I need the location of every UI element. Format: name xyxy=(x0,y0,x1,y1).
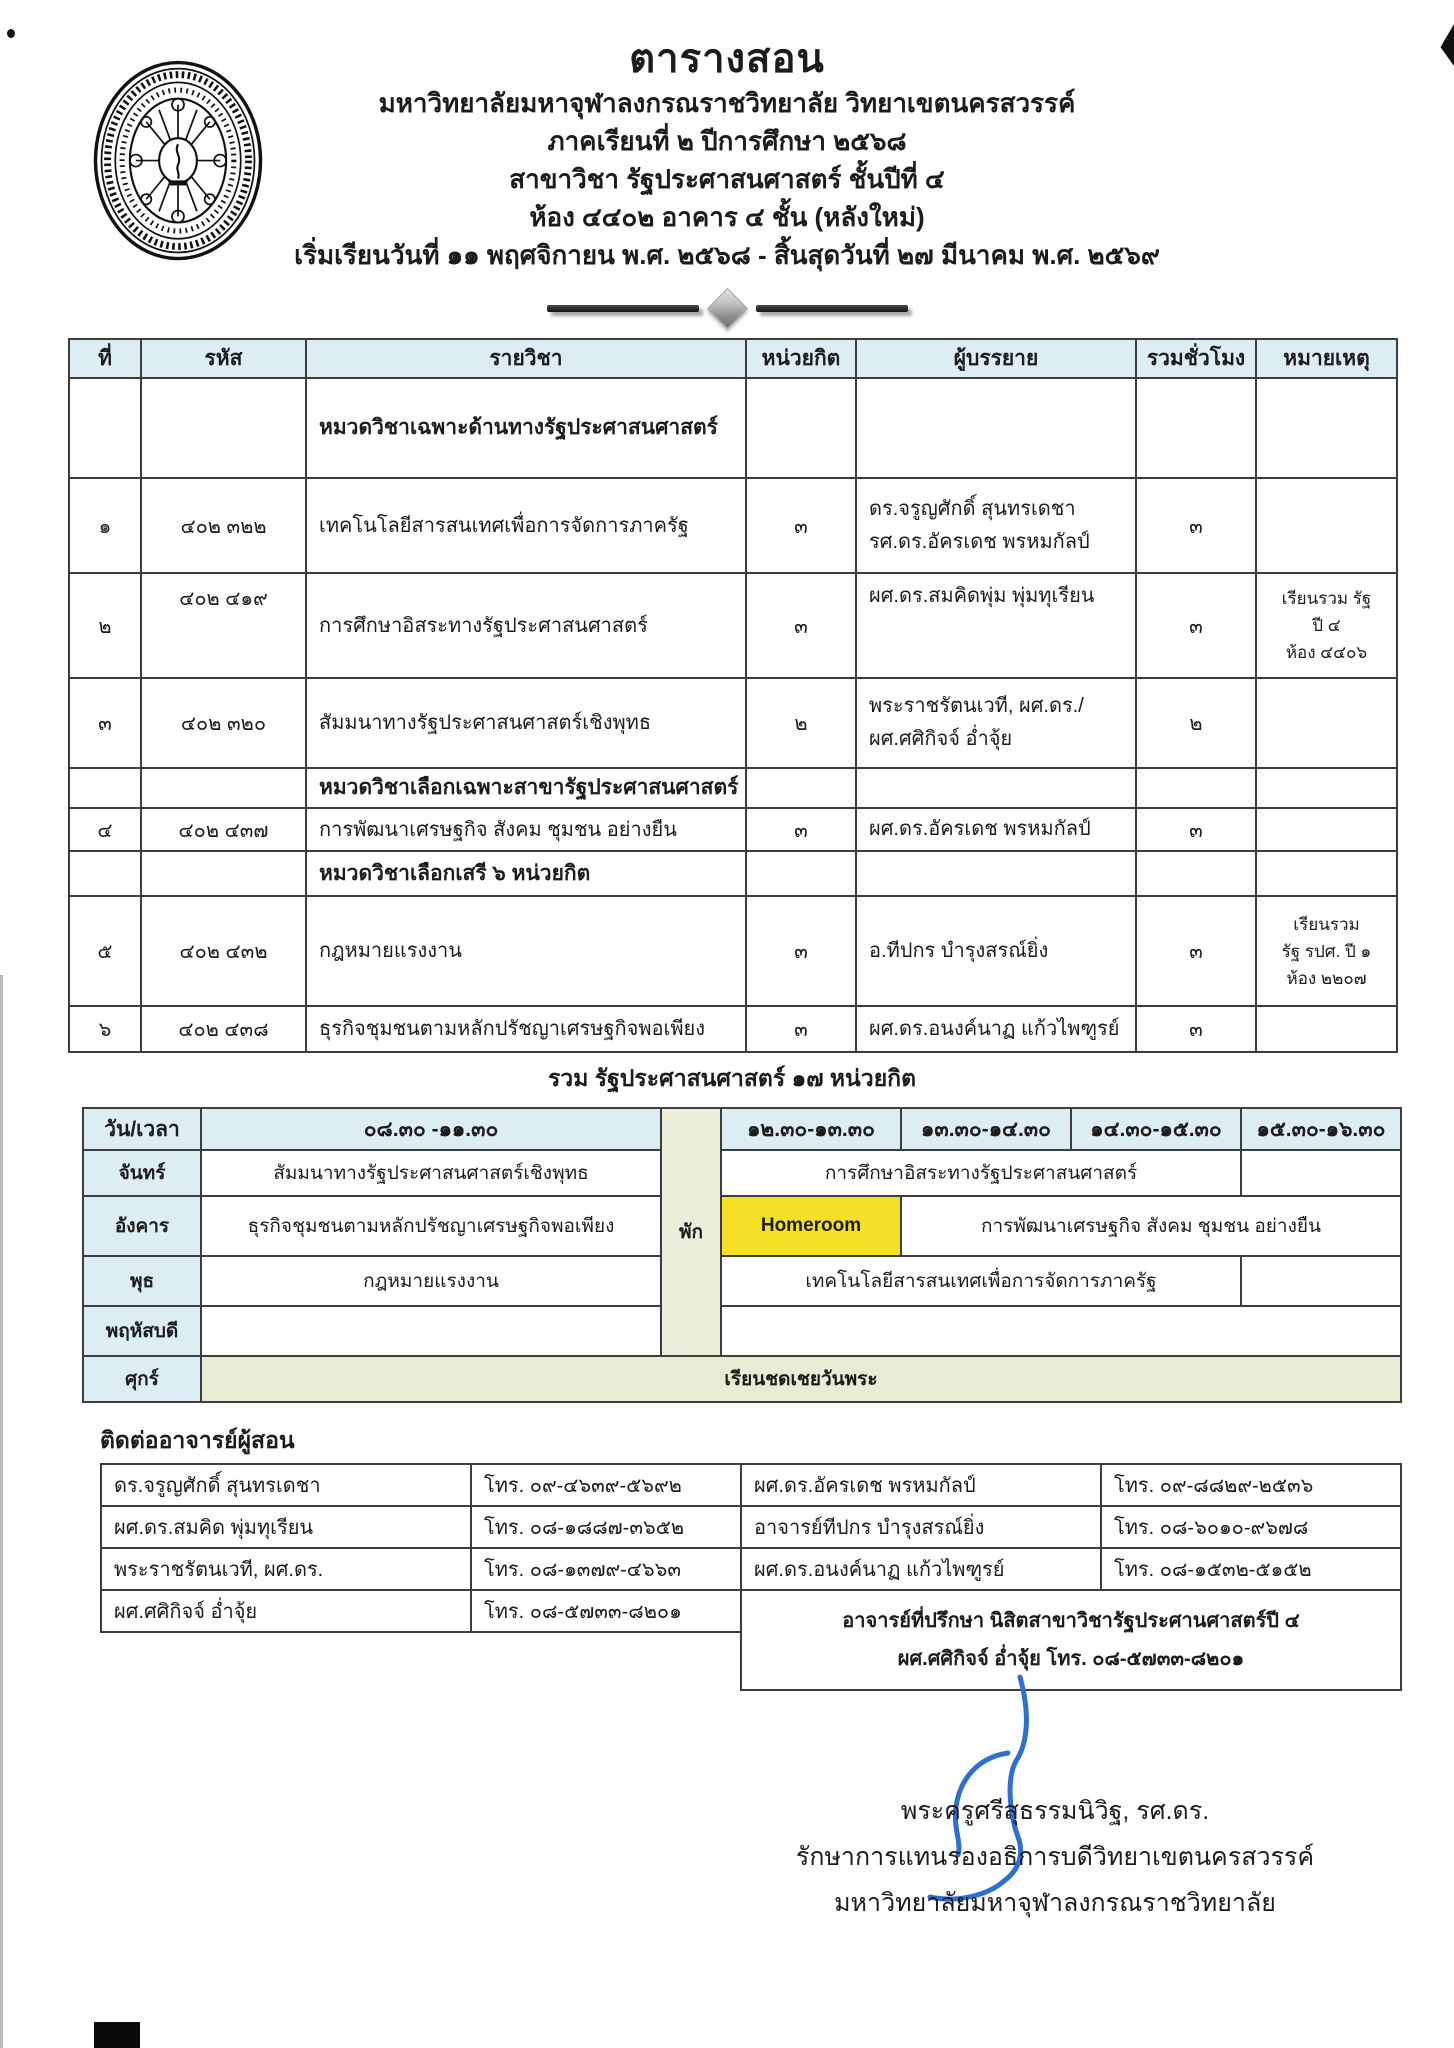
col-header-credits: หน่วยกิต xyxy=(746,339,856,378)
note-line: เรียนรวม รัฐ xyxy=(1281,589,1372,608)
section-title: หมวดวิชาเลือกเฉพาะสาขารัฐประศาสนศาสตร์ xyxy=(306,768,746,808)
contact-phone: โทร. ๐๘-๑๕๓๒-๕๑๕๒ xyxy=(1101,1548,1401,1590)
schedule-cell: สัมมนาทางรัฐประศาสนศาสตร์เชิงพุทธ xyxy=(201,1150,661,1196)
page-title: ตารางสอน xyxy=(629,37,825,81)
contact-name: ผศ.ดร.อัครเดช พรหมกัลป์ xyxy=(741,1464,1101,1506)
cell-credits: ๓ xyxy=(746,478,856,573)
contact-phone: โทร. ๐๘-๑๓๗๙-๔๖๖๓ xyxy=(471,1548,741,1590)
lunch-break-cell: พัก xyxy=(661,1108,721,1356)
empty-cell xyxy=(1136,378,1256,478)
cell-lecturer xyxy=(856,478,1136,573)
day-label: พุธ xyxy=(83,1256,201,1306)
schedule-row-monday xyxy=(83,1150,1401,1196)
signatory-name: พระครูศรีสุธรรมนิวิฐ, รศ.ดร. xyxy=(900,1797,1210,1825)
empty-cell xyxy=(1136,768,1256,808)
lecturer-line: พระราชรัตนเวที, ผศ.ดร./ xyxy=(869,695,1084,717)
empty-cell xyxy=(69,851,141,896)
cell-note xyxy=(1256,678,1397,768)
col-header-time-3: ๑๔.๓๐-๑๕.๓๐ xyxy=(1071,1108,1241,1150)
schedule-row-wednesday xyxy=(83,1256,1401,1306)
cell-subject: เทคโนโลยีสารสนเทศเพื่อการจัดการภาครัฐ xyxy=(306,478,746,573)
section-title: หมวดวิชาเลือกเสรี ๖ หน่วยกิต xyxy=(306,851,746,896)
cell-hours: ๓ xyxy=(1136,1006,1256,1052)
cell-hours: ๓ xyxy=(1136,573,1256,678)
schedule-header-row xyxy=(83,1108,1401,1150)
empty-cell xyxy=(69,378,141,478)
col-header-note: หมายเหตุ xyxy=(1256,339,1397,378)
contact-row xyxy=(101,1506,1401,1548)
cell-lecturer xyxy=(856,896,1136,1006)
lecturer-line: อ.ทีปกร บำรุงสรณ์ยิ่ง xyxy=(869,939,1049,962)
empty-cell xyxy=(1241,1256,1401,1306)
col-header-time-2: ๑๓.๓๐-๑๔.๓๐ xyxy=(901,1108,1071,1150)
lecturer-line: รศ.ดร.อัครเดช พรหมกัลป์ xyxy=(869,530,1090,553)
empty-cell xyxy=(69,768,141,808)
note-line: เรียนรวม xyxy=(1293,914,1360,934)
empty-cell xyxy=(1241,1150,1401,1196)
course-row xyxy=(69,573,1397,678)
cell-hours: ๓ xyxy=(1136,478,1256,573)
lecturer-line: ผศ.ศศิกิจจ์ อ่ำจุ้ย xyxy=(869,728,1013,750)
note-line: ปี ๔ xyxy=(1312,616,1341,635)
cell-lecturer xyxy=(856,678,1136,768)
cell-credits: ๓ xyxy=(746,896,856,1006)
document-header xyxy=(0,0,1454,274)
header-semester: ภาคเรียนที่ ๒ ปีการศึกษา ๒๕๖๘ xyxy=(547,126,907,156)
cell-lecturer xyxy=(856,808,1136,851)
empty-cell xyxy=(746,851,856,896)
cell-note xyxy=(1256,808,1397,851)
cell-credits: ๓ xyxy=(746,573,856,678)
header-dates: เริ่มเรียนวันที่ ๑๑ พฤศจิกายน พ.ศ. ๒๕๖๘ - สิ้นสุดวันที่ ๒๗ มีนาคม พ.ศ. ๒๕๖๙ xyxy=(294,240,1160,270)
cell-subject: สัมมนาทางรัฐประศาสนศาสตร์เชิงพุทธ xyxy=(306,678,746,768)
empty-cell xyxy=(856,851,1136,896)
cell-code: ๔๐๒ ๔๑๙ xyxy=(141,573,306,678)
lecturer-line: ผศ.ดร.สมคิดพุ่ม พุ่มทุเรียน xyxy=(869,585,1095,607)
section-row xyxy=(69,768,1397,808)
divider-bar-left xyxy=(547,305,699,312)
contacts-table xyxy=(100,1463,1402,1691)
cell-subject: กฎหมายแรงงาน xyxy=(306,896,746,1006)
divider-bar-right xyxy=(756,305,908,312)
course-row xyxy=(69,678,1397,768)
scan-edge-line xyxy=(0,975,3,2048)
empty-cell xyxy=(101,1632,471,1690)
empty-cell xyxy=(141,851,306,896)
advisor-line: ผศ.ศศิกิจจ์ อ่ำจุ้ย โทร. ๐๘-๕๗๓๓-๘๒๐๑ xyxy=(897,1648,1245,1670)
cell-hours: ๒ xyxy=(1136,678,1256,768)
cell-note xyxy=(1256,478,1397,573)
empty-cell xyxy=(1136,851,1256,896)
course-row xyxy=(69,808,1397,851)
contact-name: พระราชรัตนเวที, ผศ.ดร. xyxy=(101,1548,471,1590)
lecturer-line: ผศ.ดร.อนงค์นาฏ แก้วไพฑูรย์ xyxy=(869,1017,1120,1040)
contact-name: อาจารย์ทีปกร บำรุงสรณ์ยิ่ง xyxy=(741,1506,1101,1548)
contact-phone: โทร. ๐๘-๖๐๑๐-๙๖๗๘ xyxy=(1101,1506,1401,1548)
signatory-university: มหาวิทยาลัยมหาจุฬาลงกรณราชวิทยาลัย xyxy=(834,1889,1276,1917)
cell-code: ๔๐๒ ๓๒๐ xyxy=(141,678,306,768)
empty-cell xyxy=(141,768,306,808)
day-label: ศุกร์ xyxy=(83,1356,201,1402)
schedule-cell: กฎหมายแรงงาน xyxy=(201,1256,661,1306)
cell-no: ๔ xyxy=(69,808,141,851)
day-label: อังคาร xyxy=(83,1196,201,1256)
cell-lecturer xyxy=(856,573,1136,678)
day-label: พฤหัสบดี xyxy=(83,1306,201,1356)
header-university: มหาวิทยาลัยมหาจุฬาลงกรณราชวิทยาลัย วิทยาเขตนครสวรรค์ xyxy=(378,88,1076,118)
schedule-cell: การพัฒนาเศรษฐกิจ สังคม ชุมชน อย่างยืน xyxy=(901,1196,1401,1256)
cell-no: ๓ xyxy=(69,678,141,768)
col-header-code: รหัส xyxy=(141,339,306,378)
university-seal xyxy=(92,60,264,262)
section-title: หมวดวิชาเฉพาะด้านทางรัฐประศาสนศาสตร์ xyxy=(306,378,746,478)
day-label: จันทร์ xyxy=(83,1150,201,1196)
empty-cell xyxy=(1256,851,1397,896)
cell-no: ๑ xyxy=(69,478,141,573)
course-table-header-row xyxy=(69,339,1397,378)
course-row xyxy=(69,896,1397,1006)
col-header-day-time: วัน/เวลา xyxy=(83,1108,201,1150)
course-table xyxy=(68,338,1398,1053)
signature-block xyxy=(650,1788,1454,1926)
homeroom-cell: Homeroom xyxy=(721,1196,901,1256)
col-header-time-1: ๑๒.๓๐-๑๓.๓๐ xyxy=(721,1108,901,1150)
cell-subject: การพัฒนาเศรษฐกิจ สังคม ชุมชน อย่างยืน xyxy=(306,808,746,851)
empty-cell xyxy=(746,378,856,478)
total-credits-line: รวม รัฐประศาสนศาสตร์ ๑๗ หน่วยกิต xyxy=(547,1065,917,1091)
col-header-lecturer: ผู้บรรยาย xyxy=(856,339,1136,378)
note-line: รัฐ รปศ. ปี ๑ xyxy=(1281,941,1372,961)
cell-lecturer xyxy=(856,1006,1136,1052)
friday-note-cell: เรียนชดเชยวันพระ xyxy=(201,1356,1401,1402)
lecturer-line: ผศ.ดร.อัครเดช พรหมกัลป์ xyxy=(869,818,1091,840)
note-line: ห้อง ๒๒๐๗ xyxy=(1286,968,1367,988)
contact-row xyxy=(101,1590,1401,1632)
cell-note xyxy=(1256,573,1397,678)
schedule-cell: ธุรกิจชุมชนตามหลักปรัชญาเศรษฐกิจพอเพียง xyxy=(201,1196,661,1256)
contact-phone: โทร. ๐๙-๘๘๒๙-๒๕๓๖ xyxy=(1101,1464,1401,1506)
schedule-row-thursday xyxy=(83,1306,1401,1356)
cell-hours: ๓ xyxy=(1136,808,1256,851)
cell-hours: ๓ xyxy=(1136,896,1256,1006)
empty-cell xyxy=(141,378,306,478)
note-line: ห้อง ๔๔๐๖ xyxy=(1285,643,1368,662)
contact-name: ดร.จรูญศักดิ์ สุนทรเดชา xyxy=(101,1464,471,1506)
schedule-table xyxy=(82,1107,1402,1403)
cell-code: ๔๐๒ ๓๒๒ xyxy=(141,478,306,573)
advisor-line: อาจารย์ที่ปรึกษา นิสิตสาขาวิชารัฐประศานศาสตร์ปี ๔ xyxy=(842,1610,1300,1632)
header-room: ห้อง ๔๔๐๒ อาคาร ๔ ชั้น (หลังใหม่) xyxy=(529,202,925,232)
cell-note xyxy=(1256,1006,1397,1052)
cell-code: ๔๐๒ ๔๓๗ xyxy=(141,808,306,851)
empty-cell xyxy=(471,1632,741,1690)
cell-credits: ๓ xyxy=(746,808,856,851)
decorative-divider xyxy=(0,288,1454,328)
cell-subject: การศึกษาอิสระทางรัฐประศาสนศาสตร์ xyxy=(306,573,746,678)
section-row xyxy=(69,378,1397,478)
cell-no: ๖ xyxy=(69,1006,141,1052)
col-header-time-4: ๑๕.๓๐-๑๖.๓๐ xyxy=(1241,1108,1401,1150)
col-header-subject: รายวิชา xyxy=(306,339,746,378)
schedule-row-tuesday xyxy=(83,1196,1401,1256)
col-header-hours: รวมชั่วโมง xyxy=(1136,339,1256,378)
course-row xyxy=(69,1006,1397,1052)
contact-row xyxy=(101,1548,1401,1590)
empty-cell xyxy=(856,378,1136,478)
contact-name: ผศ.ดร.สมคิด พุ่มทุเรียน xyxy=(101,1506,471,1548)
empty-cell xyxy=(1256,378,1397,478)
schedule-cell: เทคโนโลยีสารสนเทศเพื่อการจัดการภาครัฐ xyxy=(721,1256,1241,1306)
header-program: สาขาวิชา รัฐประศาสนศาสตร์ ชั้นปีที่ ๔ xyxy=(509,164,945,194)
diamond-ornament xyxy=(706,287,747,328)
schedule-row-friday xyxy=(83,1356,1401,1402)
col-header-time-morning: ๐๘.๓๐ -๑๑.๓๐ xyxy=(201,1108,661,1150)
section-row xyxy=(69,851,1397,896)
course-row xyxy=(69,478,1397,573)
contacts-heading: ติดต่ออาจารย์ผู้สอน xyxy=(100,1427,295,1453)
cell-code: ๔๐๒ ๔๓๒ xyxy=(141,896,306,1006)
empty-cell xyxy=(856,768,1136,808)
contact-phone: โทร. ๐๙-๔๖๓๙-๕๖๙๒ xyxy=(471,1464,741,1506)
schedule-cell: การศึกษาอิสระทางรัฐประศาสนศาสตร์ xyxy=(721,1150,1241,1196)
cell-note xyxy=(1256,896,1397,1006)
cell-subject: ธุรกิจชุมชนตามหลักปรัชญาเศรษฐกิจพอเพียง xyxy=(306,1006,746,1052)
cell-code: ๔๐๒ ๔๓๘ xyxy=(141,1006,306,1052)
empty-cell xyxy=(746,768,856,808)
contact-row xyxy=(101,1464,1401,1506)
lecturer-line: ดร.จรูญศักดิ์ สุนทรเดชา xyxy=(869,497,1076,520)
cell-credits: ๓ xyxy=(746,1006,856,1052)
empty-cell xyxy=(1256,768,1397,808)
col-header-no: ที่ xyxy=(69,339,141,378)
scan-mark-bottom-left xyxy=(94,2022,140,2048)
contact-phone: โทร. ๐๘-๕๗๓๓-๘๒๐๑ xyxy=(471,1590,741,1632)
contact-name: ผศ.ดร.อนงค์นาฏ แก้วไพฑูรย์ xyxy=(741,1548,1101,1590)
contact-name: ผศ.ศศิกิจจ์ อ่ำจุ้ย xyxy=(101,1590,471,1632)
cell-no: ๕ xyxy=(69,896,141,1006)
empty-cell xyxy=(721,1306,1401,1356)
signatory-position: รักษาการแทนรองอธิการบดีวิทยาเขตนครสวรรค์ xyxy=(795,1843,1315,1871)
empty-cell xyxy=(201,1306,661,1356)
cell-credits: ๒ xyxy=(746,678,856,768)
contact-phone: โทร. ๐๘-๑๘๘๗-๓๖๕๒ xyxy=(471,1506,741,1548)
cell-no: ๒ xyxy=(69,573,141,678)
